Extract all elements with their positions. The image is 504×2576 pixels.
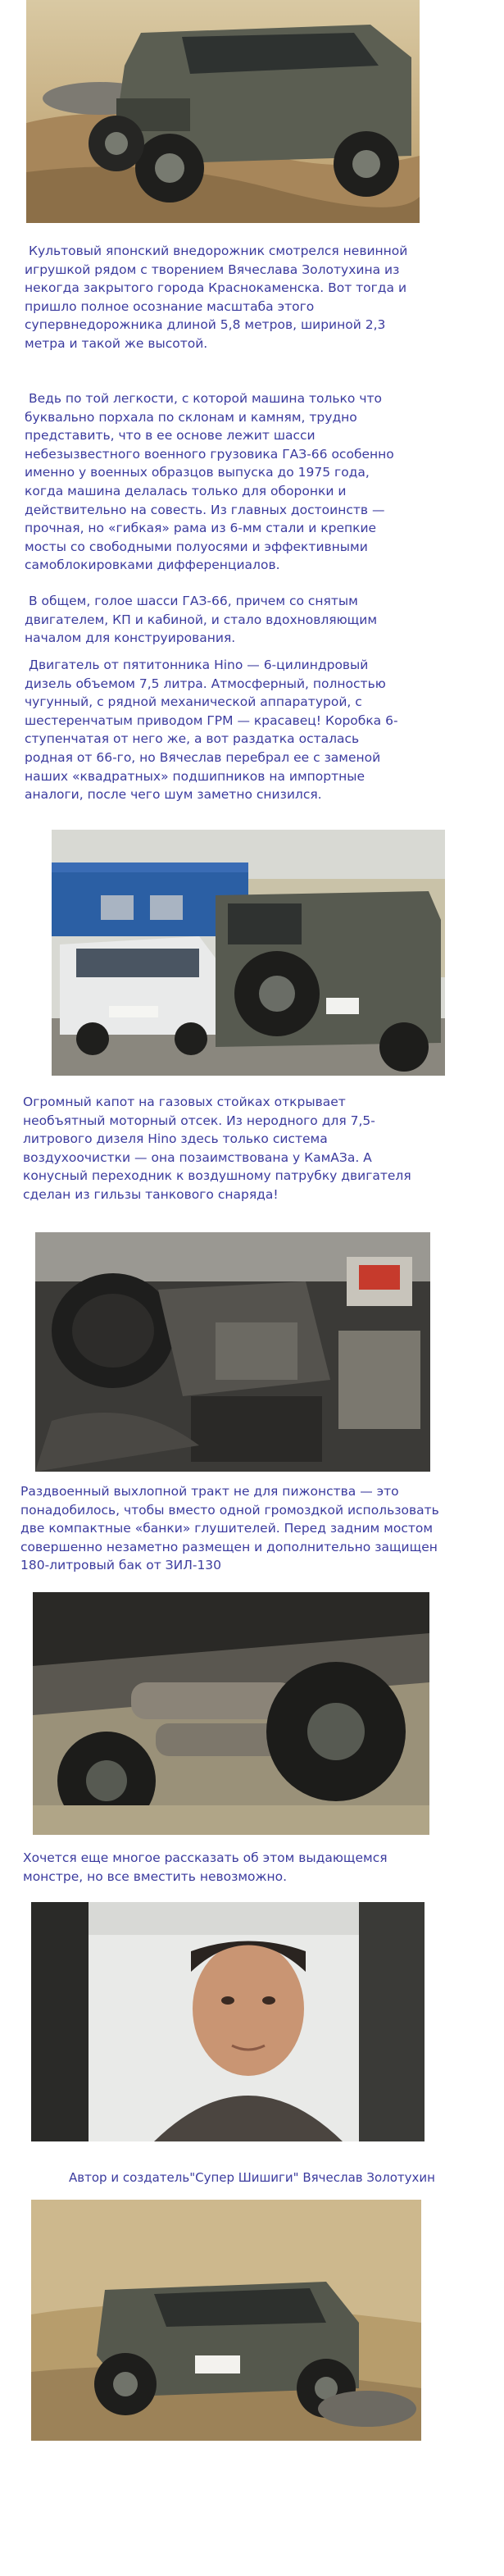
photo-suv-and-landcruiser (52, 830, 445, 1076)
paragraph-exhaust: Раздвоенный выхлопной тракт не для пижонства — это понадобилось, чтобы вместо одной громоздкой использовать две компактные «банки» глушителей. Перед задним мостом совершенно незаметно размещен и дополнительно защищен 180-литровый бак от ЗИЛ-130 (20, 1484, 443, 1573)
paragraph-bare-chassis: В общем, голое шасси ГАЗ-66, причем со снятым двигателем, КП и кабиной, и стало вдохновляющим началом для конструирования. (25, 594, 381, 646)
photo-engine-bay (35, 1232, 430, 1472)
paragraph-conclusion: Хочется еще многое рассказать об этом выдающемся монстре, но все вместить невозможно. (23, 1850, 392, 1884)
paragraph-hood: Огромный капот на газовых стойках открывает необъятный моторный отсек. Из неродного для 7,5-литрового дизеля Hino здесь только система воздухоочистки — она позаимствована у КамАЗа. А конусный переходник к воздушному патрубку двигателя сделан из гильзы танкового снаряда! (23, 1095, 415, 1202)
paragraph-intro: Культовый японский внедорожник смотрелся невинной игрушкой рядом с творением Вячеслава Золотухина из некогда закрытого города Краснокаменска. Вот тогда и пришло полное осознание масштаба этого супервнедорожника длиной 5,8 метров, шириной 2,3 метра и такой же высотой. (25, 243, 412, 351)
photo-author-portrait (31, 1902, 425, 2141)
paragraph-engine: Двигатель от пятитонника Hino — 6-цилиндровый дизель объемом 7,5 литра. Атмосферный, полностью чугунный, с рядной механической аппаратурой, с шестеренчатым приводом ГРМ — красавец! Коробка 6-ступенчатая от него же, а вот раздатка осталась родная от 66-го, но Вячеслав перебрал ее с заменой наших «квадратных» подшипников на импортные аналоги, после чего шум заметно снизился. (25, 658, 398, 803)
paragraph-chassis: Ведь по той легкости, с которой машина только что буквально порхала по склонам и камням, трудно представить, что в ее основе лежит шасси небезызвестного военного грузовика ГАЗ-66 особенно именно у военных образцов выпуска до 1975 года, когда машина делалась только для оборонки и действительно на совесть. Из главных достоинств — прочная, но «гибкая» рама из 6-мм стали и крепкие мосты со свободными полуосями и эффективными самоблокировками дифференциалов. (25, 391, 398, 573)
photo-suv-on-hill (26, 0, 420, 223)
photo-underbody-exhaust (33, 1592, 429, 1835)
photo-suv-climbing-rock (31, 2200, 421, 2441)
photo-caption-author: Автор и создатель"Супер Шишиги" Вячеслав Золотухин (69, 2170, 435, 2185)
